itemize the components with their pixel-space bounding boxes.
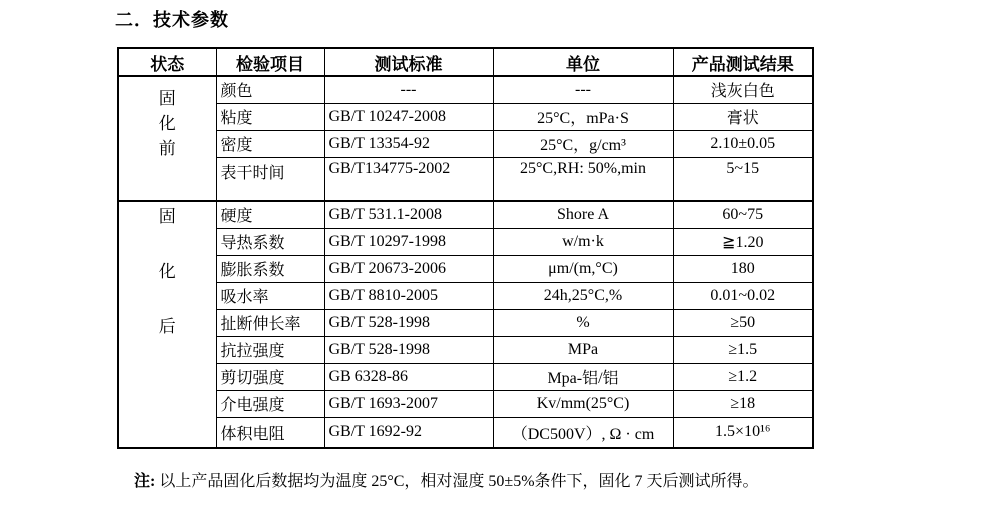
cell-test-standard: GB/T 10297-1998 [324,228,493,255]
cell-test-item: 吸水率 [216,282,324,309]
tech-params-table [117,47,814,449]
cell-test-item: 导热系数 [216,228,324,255]
state-cell-pre-cure [118,76,216,201]
state-char: 后 [158,317,176,336]
table-header-row [118,48,813,76]
state-char: 前 [158,139,176,158]
table-row [118,390,813,417]
table-row [118,363,813,390]
header-test-item: 检验项目 [216,48,324,76]
table-row [118,336,813,363]
cell-result: 膏状 [673,103,813,130]
cell-result: 0.01~0.02 [673,282,813,309]
footnote-text: 以上产品固化后数据均为温度 25°C，相对湿度 50±5%条件下，固化 7 天后测试所得。 [159,473,759,490]
state-label-post-cure [119,202,216,363]
table-row [118,76,813,103]
header-state: 状态 [118,48,216,76]
cell-unit: MPa [493,336,673,363]
table-row [118,255,813,282]
table-row [118,309,813,336]
cell-result: ≥1.2 [673,363,813,390]
cell-test-standard: GB/T 531.1-2008 [324,201,493,228]
cell-test-standard: GB/T 528-1998 [324,309,493,336]
cell-test-item: 膨胀系数 [216,255,324,282]
table-row [118,228,813,255]
cell-unit: （DC500V）, Ω · cm [493,417,673,448]
cell-test-standard: GB/T 10247-2008 [324,103,493,130]
table-row [118,201,813,228]
cell-unit: w/m·k [493,228,673,255]
cell-unit: 25°C,RH: 50%,min [493,157,673,201]
cell-result: ≧1.20 [673,228,813,255]
cell-test-standard: GB/T 528-1998 [324,336,493,363]
table-row [118,282,813,309]
cell-result: ≥18 [673,390,813,417]
state-char: 化 [158,262,176,281]
cell-unit: Shore A [493,201,673,228]
header-test-standard: 测试标准 [324,48,493,76]
cell-test-item: 剪切强度 [216,363,324,390]
cell-unit: --- [493,76,673,103]
state-label-pre-cure [119,77,216,168]
cell-test-item: 抗拉强度 [216,336,324,363]
cell-test-item: 颜色 [216,76,324,103]
cell-test-standard: GB/T 20673-2006 [324,255,493,282]
cell-test-item: 体积电阻 [216,417,324,448]
cell-result: 60~75 [673,201,813,228]
cell-result: 浅灰白色 [673,76,813,103]
cell-result: ≥1.5 [673,336,813,363]
table-row [118,417,813,448]
state-cell-post-cure [118,201,216,448]
cell-test-item: 介电强度 [216,390,324,417]
cell-result: ≥50 [673,309,813,336]
cell-unit: 25°C，mPa·S [493,103,673,130]
cell-test-item: 硬度 [216,201,324,228]
cell-unit: μm/(m,°C) [493,255,673,282]
cell-test-item: 扯断伸长率 [216,309,324,336]
table-row [118,130,813,157]
cell-test-standard: GB/T 13354-92 [324,130,493,157]
cell-test-item: 表干时间 [216,157,324,201]
cell-result: 2.10±0.05 [673,130,813,157]
cell-test-standard: GB/T 8810-2005 [324,282,493,309]
footnote-label: 注: [134,473,156,490]
table-row [118,157,813,201]
page-title: 二．技术参数 [115,10,229,30]
cell-test-standard: GB/T 1692-92 [324,417,493,448]
cell-unit: 24h,25°C,% [493,282,673,309]
cell-test-item: 密度 [216,130,324,157]
cell-unit: Kv/mm(25°C) [493,390,673,417]
header-unit: 单位 [493,48,673,76]
state-char: 化 [158,114,176,133]
state-char: 固 [158,89,176,108]
table-row [118,103,813,130]
cell-test-standard: GB/T 1693-2007 [324,390,493,417]
cell-test-standard: GB/T134775-2002 [324,157,493,201]
cell-test-item: 粘度 [216,103,324,130]
cell-unit: 25°C，g/cm³ [493,130,673,157]
cell-result: 5~15 [673,157,813,201]
cell-test-standard: --- [324,76,493,103]
cell-unit: Mpa-铝/铝 [493,363,673,390]
cell-unit: % [493,309,673,336]
header-result: 产品测试结果 [673,48,813,76]
footnote [110,466,894,497]
state-char: 固 [158,207,176,226]
cell-result: 180 [673,255,813,282]
cell-result: 1.5×10¹⁶ [673,417,813,448]
cell-test-standard: GB 6328-86 [324,363,493,390]
